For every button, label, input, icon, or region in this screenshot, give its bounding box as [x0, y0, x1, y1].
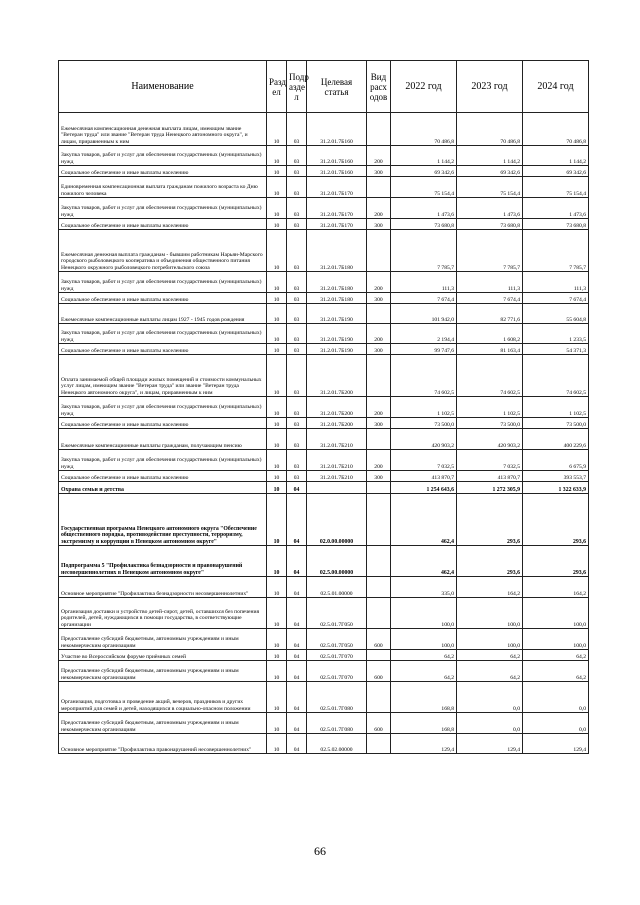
row-name: Организация доставки и устройство детей-сирот, детей, оставшихся без попечения родителей, детей, нуждающихся в помощи государства, в соответствующие организации	[59, 598, 267, 629]
row-statya: 02.5.01.7Г050	[307, 598, 367, 629]
row-amount-2022: 462,4	[391, 494, 457, 546]
row-razdel: 10	[267, 471, 287, 482]
row-amount-2023: 69 342,6	[457, 166, 523, 177]
row-vid: 200	[367, 450, 391, 471]
row-statya: 31.2.01.7Б170	[307, 198, 367, 219]
row-amount-2024: 1 144,2	[523, 146, 589, 166]
row-amount-2022: 69 342,6	[391, 166, 457, 177]
row-podrazdel: 04	[287, 598, 307, 629]
row-razdel: 10	[267, 429, 287, 450]
row-amount-2024: 73 500,0	[523, 418, 589, 429]
page-number: 66	[314, 844, 326, 858]
row-amount-2023: 7 785,7	[457, 230, 523, 272]
row-statya: 02.5.01.7Г050	[307, 629, 367, 650]
row-amount-2024: 74 602,5	[523, 355, 589, 397]
row-razdel: 10	[267, 577, 287, 598]
row-podrazdel: 03	[287, 324, 307, 344]
row-statya: 31.2.01.7Б170	[307, 177, 367, 198]
row-name: Участие во Всероссийском форуме приёмных семей	[59, 650, 267, 661]
row-name: Социальное обеспечение и иные выплаты населению	[59, 166, 267, 177]
row-vid	[367, 177, 391, 198]
row-amount-2024: 129,4	[523, 734, 589, 754]
row-statya: 02.5.00.00000	[307, 546, 367, 577]
row-amount-2023: 64,2	[457, 650, 523, 661]
row-razdel: 10	[267, 230, 287, 272]
table-row	[59, 198, 589, 219]
row-vid: 200	[367, 146, 391, 166]
row-name: Оплата занимаемой общей площади жилых помещений и стоимости коммунальных услуг лицам, имеющим звание "Ветеран труда" или звание "Ветеран труда Ненецкого автономного округа", и лицам, приравненным к ним	[59, 355, 267, 397]
row-amount-2024: 70 486,8	[523, 113, 589, 146]
row-amount-2023: 73 500,0	[457, 418, 523, 429]
table-row	[59, 429, 589, 450]
row-name: Закупка товаров, работ и услуг для обеспечения государственных (муниципальных) нужд	[59, 397, 267, 418]
row-amount-2023: 111,3	[457, 272, 523, 293]
row-amount-2023: 1 272 305,9	[457, 482, 523, 494]
header-name: Наименование	[59, 61, 267, 113]
row-amount-2022: 168,8	[391, 682, 457, 713]
table-row	[59, 418, 589, 429]
row-podrazdel: 03	[287, 272, 307, 293]
row-amount-2022: 73 500,0	[391, 418, 457, 429]
row-amount-2023: 0,0	[457, 682, 523, 713]
row-name: Социальное обеспечение и иные выплаты населению	[59, 293, 267, 304]
row-vid	[367, 650, 391, 661]
row-amount-2023: 164,2	[457, 577, 523, 598]
row-podrazdel: 04	[287, 482, 307, 494]
row-razdel: 10	[267, 598, 287, 629]
row-razdel: 10	[267, 324, 287, 344]
row-statya: 31.2.01.7Б210	[307, 450, 367, 471]
table-row	[59, 471, 589, 482]
row-razdel: 10	[267, 355, 287, 397]
row-amount-2023: 100,0	[457, 629, 523, 650]
row-amount-2022: 7 674,4	[391, 293, 457, 304]
row-vid: 300	[367, 166, 391, 177]
row-podrazdel: 03	[287, 230, 307, 272]
row-podrazdel: 04	[287, 734, 307, 754]
header-podrazdel: Подр азде л	[287, 61, 307, 113]
table-row	[59, 177, 589, 198]
row-statya: 31.2.01.7Б170	[307, 219, 367, 230]
row-amount-2022: 413 870,7	[391, 471, 457, 482]
table-row	[59, 230, 589, 272]
row-name: Основное мероприятие "Профилактика безнадзорности несовершеннолетних"	[59, 577, 267, 598]
table-row	[59, 304, 589, 324]
row-vid	[367, 482, 391, 494]
header-year-2024: 2024 год	[523, 61, 589, 113]
table-row	[59, 355, 589, 397]
table-row	[59, 494, 589, 546]
row-name: Государственная программа Ненецкого автономного округа "Обеспечение общественного порядка, противодействие преступности, терроризму, экстремизму и коррупции в Ненецком автономном округе"	[59, 494, 267, 546]
row-statya: 31.2.01.7Б160	[307, 166, 367, 177]
row-razdel: 10	[267, 713, 287, 734]
row-name: Основное мероприятие "Профилактика правонарушений несовершеннолетних"	[59, 734, 267, 754]
row-statya: 31.2.01.7Б160	[307, 113, 367, 146]
row-amount-2024: 7 785,7	[523, 230, 589, 272]
row-razdel: 10	[267, 113, 287, 146]
header-year-2022: 2022 год	[391, 61, 457, 113]
row-name: Социальное обеспечение и иные выплаты населению	[59, 219, 267, 230]
row-podrazdel: 03	[287, 471, 307, 482]
row-amount-2024: 73 680,8	[523, 219, 589, 230]
header-statya: Целевая статья	[307, 61, 367, 113]
row-amount-2022: 168,8	[391, 713, 457, 734]
row-amount-2022: 7 785,7	[391, 230, 457, 272]
table-row	[59, 146, 589, 166]
row-razdel: 10	[267, 293, 287, 304]
row-podrazdel: 04	[287, 650, 307, 661]
row-amount-2022: 129,4	[391, 734, 457, 754]
row-vid: 600	[367, 713, 391, 734]
row-amount-2022: 335,0	[391, 577, 457, 598]
row-amount-2023: 75 154,4	[457, 177, 523, 198]
row-name: Социальное обеспечение и иные выплаты населению	[59, 418, 267, 429]
row-vid	[367, 577, 391, 598]
table-row	[59, 629, 589, 650]
row-statya: 02.5.01.7Г080	[307, 682, 367, 713]
row-razdel: 10	[267, 734, 287, 754]
row-razdel: 10	[267, 166, 287, 177]
row-statya: 31.2.01.7Б190	[307, 304, 367, 324]
row-amount-2024: 1 102,5	[523, 397, 589, 418]
row-amount-2023: 73 680,8	[457, 219, 523, 230]
row-podrazdel: 04	[287, 494, 307, 546]
header-year-2023: 2023 год	[457, 61, 523, 113]
row-statya: 31.2.01.7Б210	[307, 471, 367, 482]
row-statya: 31.2.01.7Б190	[307, 324, 367, 344]
row-amount-2022: 462,4	[391, 546, 457, 577]
row-amount-2022: 1 102,5	[391, 397, 457, 418]
row-amount-2022: 100,0	[391, 598, 457, 629]
table-row	[59, 324, 589, 344]
row-amount-2024: 111,3	[523, 272, 589, 293]
row-razdel: 10	[267, 272, 287, 293]
row-name: Предоставление субсидий бюджетным, автономным учреждениям и иным некоммерческим организациям	[59, 713, 267, 734]
table-row	[59, 682, 589, 713]
row-amount-2024: 54 371,3	[523, 344, 589, 355]
row-amount-2024: 393 553,7	[523, 471, 589, 482]
row-name: Организация, подготовка и проведение акций, вечеров, праздников и других мероприятий для семей и детей, находящихся в социально-опасном положении	[59, 682, 267, 713]
row-vid: 300	[367, 471, 391, 482]
row-name: Закупка товаров, работ и услуг для обеспечения государственных (муниципальных) нужд	[59, 198, 267, 219]
row-amount-2022: 74 602,5	[391, 355, 457, 397]
row-vid: 200	[367, 324, 391, 344]
row-amount-2024: 69 342,6	[523, 166, 589, 177]
row-amount-2024: 64,2	[523, 650, 589, 661]
row-name: Предоставление субсидий бюджетным, автономным учреждениям и иным некоммерческим организациям	[59, 661, 267, 682]
row-vid	[367, 494, 391, 546]
row-podrazdel: 03	[287, 177, 307, 198]
row-amount-2022: 111,3	[391, 272, 457, 293]
row-amount-2022: 1 144,2	[391, 146, 457, 166]
row-podrazdel: 03	[287, 293, 307, 304]
row-razdel: 10	[267, 304, 287, 324]
row-vid	[367, 734, 391, 754]
table-row	[59, 546, 589, 577]
row-amount-2024: 293,6	[523, 494, 589, 546]
row-podrazdel: 04	[287, 661, 307, 682]
row-amount-2024: 293,6	[523, 546, 589, 577]
row-amount-2023: 70 486,8	[457, 113, 523, 146]
table-row	[59, 650, 589, 661]
header-vid: Вид расх одов	[367, 61, 391, 113]
row-vid: 600	[367, 661, 391, 682]
row-razdel: 10	[267, 146, 287, 166]
row-statya: 02.5.01.7Г070	[307, 650, 367, 661]
row-amount-2022: 1 254 643,6	[391, 482, 457, 494]
row-amount-2022: 73 680,8	[391, 219, 457, 230]
row-statya: 31.2.01.7Б180	[307, 230, 367, 272]
row-amount-2024: 0,0	[523, 682, 589, 713]
table-row	[59, 397, 589, 418]
table-row	[59, 272, 589, 293]
row-amount-2024: 0,0	[523, 713, 589, 734]
row-statya: 31.2.01.7Б200	[307, 418, 367, 429]
row-statya: 02.5.01.7Г080	[307, 713, 367, 734]
row-name: Подпрограмма 5 "Профилактика безнадзорности и правонарушений несовершеннолетних в Ненецком автономном округе"	[59, 546, 267, 577]
row-podrazdel: 03	[287, 304, 307, 324]
row-amount-2023: 7 032,5	[457, 450, 523, 471]
row-podrazdel: 03	[287, 166, 307, 177]
row-amount-2024: 64,2	[523, 661, 589, 682]
row-name: Ежемесячные компенсационные выплаты гражданам, получающим пенсию	[59, 429, 267, 450]
row-amount-2024: 1 473,6	[523, 198, 589, 219]
row-amount-2024: 100,0	[523, 598, 589, 629]
row-amount-2023: 1 608,2	[457, 324, 523, 344]
row-vid	[367, 598, 391, 629]
row-amount-2023: 1 473,6	[457, 198, 523, 219]
row-name: Закупка товаров, работ и услуг для обеспечения государственных (муниципальных) нужд	[59, 146, 267, 166]
row-podrazdel: 04	[287, 546, 307, 577]
row-vid: 600	[367, 629, 391, 650]
row-podrazdel: 03	[287, 355, 307, 397]
row-vid	[367, 355, 391, 397]
row-razdel: 10	[267, 177, 287, 198]
table-row	[59, 166, 589, 177]
row-podrazdel: 03	[287, 429, 307, 450]
row-podrazdel: 03	[287, 418, 307, 429]
row-vid: 200	[367, 272, 391, 293]
row-razdel: 10	[267, 219, 287, 230]
row-razdel: 10	[267, 650, 287, 661]
row-amount-2024: 55 604,8	[523, 304, 589, 324]
row-amount-2024: 75 154,4	[523, 177, 589, 198]
row-statya: 31.2.01.7Б160	[307, 146, 367, 166]
table-header-row	[59, 61, 589, 113]
row-amount-2023: 82 771,6	[457, 304, 523, 324]
row-vid	[367, 304, 391, 324]
row-razdel: 10	[267, 661, 287, 682]
row-name: Закупка товаров, работ и услуг для обеспечения государственных (муниципальных) нужд	[59, 272, 267, 293]
row-statya: 31.2.01.7Б210	[307, 429, 367, 450]
row-statya	[307, 482, 367, 494]
row-statya: 02.5.01.00000	[307, 577, 367, 598]
table-row	[59, 482, 589, 494]
table-row	[59, 344, 589, 355]
row-name: Закупка товаров, работ и услуг для обеспечения государственных (муниципальных) нужд	[59, 324, 267, 344]
row-podrazdel: 03	[287, 219, 307, 230]
row-razdel: 10	[267, 546, 287, 577]
row-statya: 31.2.01.7Б200	[307, 397, 367, 418]
budget-table-page	[58, 60, 588, 754]
row-amount-2022: 64,2	[391, 650, 457, 661]
row-vid: 300	[367, 293, 391, 304]
row-amount-2024: 100,0	[523, 629, 589, 650]
row-name: Предоставление субсидий бюджетным, автономным учреждениям и иным некоммерческим организациям	[59, 629, 267, 650]
row-amount-2022: 420 903,2	[391, 429, 457, 450]
row-amount-2023: 100,0	[457, 598, 523, 629]
row-name: Закупка товаров, работ и услуг для обеспечения государственных (муниципальных) нужд	[59, 450, 267, 471]
row-name: Ежемесячные компенсационные выплаты лицам 1927 - 1945 годов рождения	[59, 304, 267, 324]
row-name: Единовременная компенсационная выплата гражданам пожилого возраста ко Дню пожилого человека	[59, 177, 267, 198]
row-statya: 31.2.01.7Б180	[307, 272, 367, 293]
row-name: Ежемесячная компенсационная денежная выплата лицам, имеющим звание "Ветеран труда" или звание "Ветеран труда Ненецкого автономного округа", и лицам, приравненным к ним	[59, 113, 267, 146]
row-amount-2023: 0,0	[457, 713, 523, 734]
row-vid: 200	[367, 397, 391, 418]
table-row	[59, 450, 589, 471]
row-name: Ежемесячная денежная выплата гражданам - бывшим работникам Нарьян-Марского городского рыболовецкого кооператива и объединения общественного питания Ненецкого окружного рыболовецкого потребительского союза	[59, 230, 267, 272]
row-name: Охрана семьи и детства	[59, 482, 267, 494]
row-podrazdel: 04	[287, 713, 307, 734]
table-row	[59, 598, 589, 629]
row-amount-2023: 7 674,4	[457, 293, 523, 304]
row-amount-2022: 101 942,0	[391, 304, 457, 324]
row-razdel: 10	[267, 344, 287, 355]
row-statya: 02.5.02.00000	[307, 734, 367, 754]
row-vid	[367, 546, 391, 577]
row-name: Социальное обеспечение и иные выплаты населению	[59, 344, 267, 355]
row-vid: 300	[367, 219, 391, 230]
row-vid: 300	[367, 344, 391, 355]
row-amount-2022: 99 747,6	[391, 344, 457, 355]
table-row	[59, 293, 589, 304]
row-statya: 31.2.01.7Б200	[307, 355, 367, 397]
row-amount-2023: 293,6	[457, 546, 523, 577]
row-razdel: 10	[267, 494, 287, 546]
row-amount-2023: 413 870,7	[457, 471, 523, 482]
row-vid	[367, 230, 391, 272]
row-razdel: 10	[267, 397, 287, 418]
row-razdel: 10	[267, 450, 287, 471]
row-amount-2023: 293,6	[457, 494, 523, 546]
row-vid: 200	[367, 198, 391, 219]
table-row	[59, 661, 589, 682]
table-row	[59, 713, 589, 734]
row-razdel: 10	[267, 629, 287, 650]
header-razdel: Разд ел	[267, 61, 287, 113]
row-razdel: 10	[267, 198, 287, 219]
row-statya: 02.0.00.00000	[307, 494, 367, 546]
row-podrazdel: 03	[287, 450, 307, 471]
row-amount-2024: 1 233,5	[523, 324, 589, 344]
row-statya: 31.2.01.7Б180	[307, 293, 367, 304]
row-amount-2023: 1 102,5	[457, 397, 523, 418]
row-amount-2022: 70 486,8	[391, 113, 457, 146]
budget-table	[58, 60, 589, 754]
row-name: Социальное обеспечение и иные выплаты населению	[59, 471, 267, 482]
table-body	[59, 113, 589, 754]
row-amount-2022: 75 154,4	[391, 177, 457, 198]
row-amount-2022: 64,2	[391, 661, 457, 682]
row-statya: 02.5.01.7Г070	[307, 661, 367, 682]
row-podrazdel: 03	[287, 397, 307, 418]
row-amount-2024: 400 229,6	[523, 429, 589, 450]
row-vid	[367, 113, 391, 146]
table-row	[59, 734, 589, 754]
row-vid	[367, 429, 391, 450]
table-row	[59, 577, 589, 598]
table-row	[59, 219, 589, 230]
row-vid: 300	[367, 418, 391, 429]
table-row	[59, 113, 589, 146]
row-amount-2023: 81 163,4	[457, 344, 523, 355]
row-amount-2024: 164,2	[523, 577, 589, 598]
row-amount-2024: 6 675,9	[523, 450, 589, 471]
row-amount-2024: 7 674,4	[523, 293, 589, 304]
row-amount-2022: 100,0	[391, 629, 457, 650]
row-statya: 31.2.01.7Б190	[307, 344, 367, 355]
row-podrazdel: 03	[287, 146, 307, 166]
row-amount-2022: 7 032,5	[391, 450, 457, 471]
row-podrazdel: 04	[287, 682, 307, 713]
row-amount-2023: 74 602,5	[457, 355, 523, 397]
row-vid	[367, 682, 391, 713]
row-amount-2023: 64,2	[457, 661, 523, 682]
row-amount-2023: 129,4	[457, 734, 523, 754]
row-razdel: 10	[267, 682, 287, 713]
row-podrazdel: 04	[287, 577, 307, 598]
row-razdel: 10	[267, 482, 287, 494]
row-podrazdel: 03	[287, 198, 307, 219]
row-amount-2022: 2 194,4	[391, 324, 457, 344]
row-razdel: 10	[267, 418, 287, 429]
row-amount-2023: 1 144,2	[457, 146, 523, 166]
row-amount-2022: 1 473,6	[391, 198, 457, 219]
row-amount-2024: 1 322 633,9	[523, 482, 589, 494]
row-amount-2023: 420 903,2	[457, 429, 523, 450]
row-podrazdel: 03	[287, 113, 307, 146]
row-podrazdel: 04	[287, 629, 307, 650]
row-podrazdel: 03	[287, 344, 307, 355]
